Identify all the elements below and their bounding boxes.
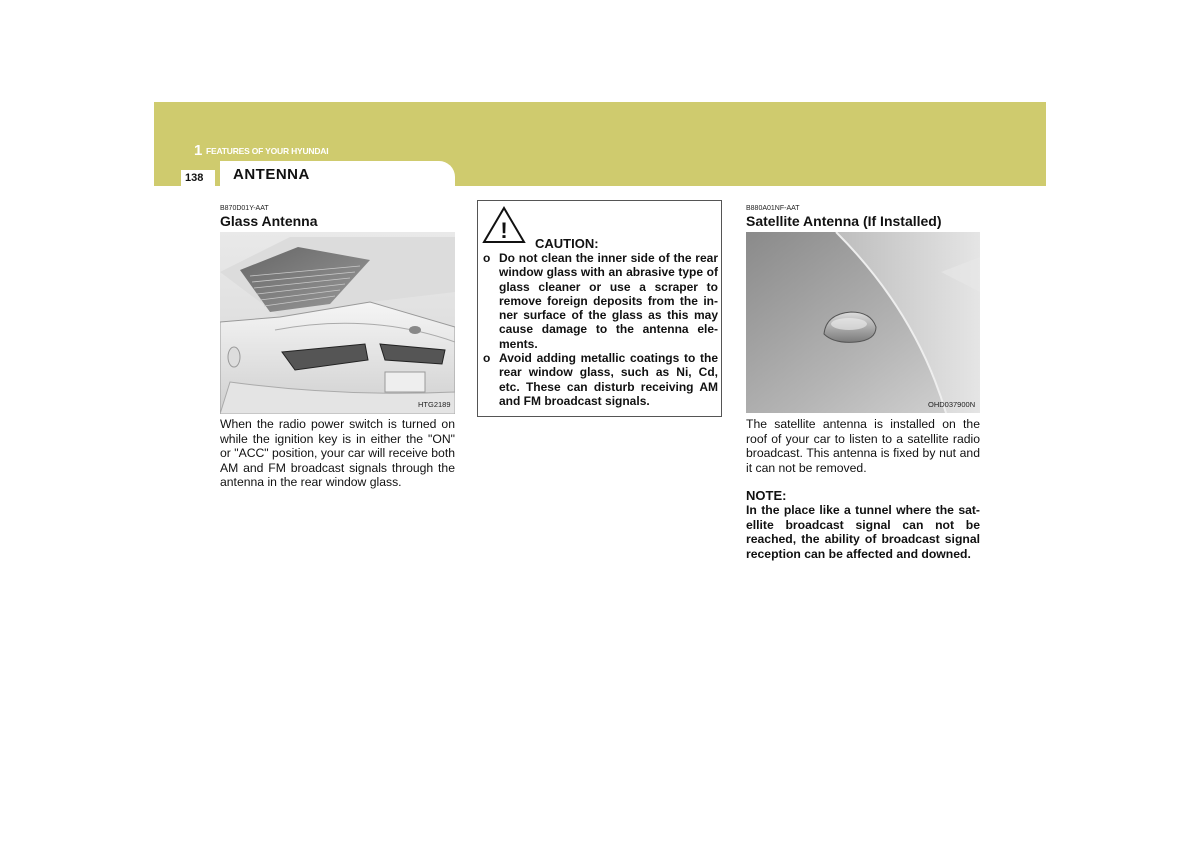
caution-item [483, 251, 718, 351]
caution-item [483, 351, 718, 408]
note-text: In the place like a tunnel where the sat- ellite broadcast signal can not be reached, the ability of broadcast signal reception can be affected and downed. [746, 503, 980, 561]
satellite-antenna-heading: Satellite Antenna (If Installed) [746, 213, 942, 229]
chapter-number: 1 [194, 142, 203, 159]
figure-label-ohd037900n: OHD037900N [928, 400, 976, 409]
glass-antenna-description: When the radio power switch is turned on while the ignition key is in either the "ON" or "ACC" position, your car will receive both AM and FM broadcast signals through the antenna in the rear window glass. [220, 417, 455, 489]
caution-title: CAUTION: [535, 236, 599, 251]
satellite-antenna-illustration [746, 232, 980, 413]
caution-bullet: o [483, 251, 491, 265]
chapter-title: FEATURES OF YOUR HYUNDAI [206, 146, 329, 156]
page-number: 138 [185, 172, 204, 184]
caution-item-text: Do not clean the inner side of the rear window glass with an abrasive type of glass cleaner or use a scraper to remove foreign deposits from the in- ner surface of the glass as this may cause damage to the antenna ele- ments. [499, 251, 718, 351]
rear-window-car-illustration [220, 232, 455, 414]
figure-label-htg2189: HTG2189 [418, 400, 451, 409]
glass-antenna-heading: Glass Antenna [220, 213, 318, 229]
caution-item-text: Avoid adding metallic coatings to the rear window glass, such as Ni, Cd, etc. These can disturb receiving AM and FM broadcast signals. [499, 351, 718, 408]
caution-list [483, 251, 718, 408]
note-title: NOTE: [746, 488, 787, 503]
caution-bullet: o [483, 351, 491, 366]
section-title: ANTENNA [233, 166, 310, 183]
satellite-antenna-description: The satellite antenna is installed on the roof of your car to listen to a satellite radio broadcast. This antenna is fixed by nut and it can not be removed. [746, 417, 980, 475]
svg-text:!: ! [500, 218, 508, 243]
section-code-glass-antenna: B870D01Y-AAT [220, 205, 269, 212]
section-code-satellite-antenna: B880A01NF-AAT [746, 205, 800, 212]
warning-triangle-icon [481, 205, 527, 250]
